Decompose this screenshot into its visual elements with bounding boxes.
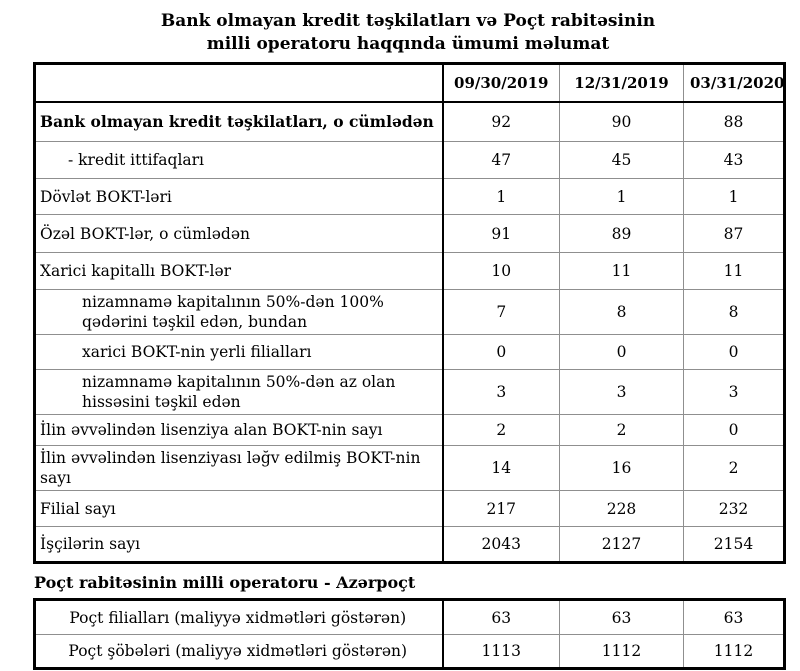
row-label: - kredit ittifaqları xyxy=(35,142,443,179)
bokt-statistics-table xyxy=(33,62,786,564)
row-value: 3 xyxy=(560,370,684,415)
row-label: İlin əvvəlindən lisenziyası ləğv edilmiş BOKT-nin sayı xyxy=(35,446,443,491)
row-value: 10 xyxy=(443,253,560,290)
row-value: 11 xyxy=(684,253,785,290)
row-value: 88 xyxy=(684,102,785,142)
title-line-1: Bank olmayan kredit təşkilatları və Poçt rabitəsinin xyxy=(160,11,656,31)
row-value: 3 xyxy=(684,370,785,415)
row-value: 1 xyxy=(684,179,785,215)
header-date-col-2: 12/31/2019 xyxy=(560,64,684,102)
table-row xyxy=(35,415,785,446)
row-value: 87 xyxy=(684,215,785,253)
row-value: 92 xyxy=(443,102,560,142)
row-value: 45 xyxy=(560,142,684,179)
row-value: 11 xyxy=(560,253,684,290)
row-value: 7 xyxy=(443,290,560,335)
table-row xyxy=(35,370,785,415)
table-row xyxy=(35,335,785,370)
row-label: Poçt filialları (maliyyə xidmətləri göstərən) xyxy=(35,600,443,635)
row-value: 91 xyxy=(443,215,560,253)
table-row xyxy=(35,635,785,669)
page-title xyxy=(33,10,783,56)
row-label: nizamnamə kapitalının 50%-dən az olan hissəsini təşkil edən xyxy=(35,370,443,415)
table-header-row xyxy=(35,64,785,102)
row-value: 0 xyxy=(560,335,684,370)
row-value: 63 xyxy=(443,600,560,635)
table-row xyxy=(35,102,785,142)
title-line-2: milli operatoru haqqında ümumi məlumat xyxy=(206,34,610,54)
row-value: 43 xyxy=(684,142,785,179)
table-row xyxy=(35,600,785,635)
row-value: 0 xyxy=(684,335,785,370)
row-value: 89 xyxy=(560,215,684,253)
azerpoct-section-heading: Poçt rabitəsinin milli operatoru - Azərpoçt xyxy=(34,573,416,592)
row-value: 2043 xyxy=(443,527,560,563)
table-row xyxy=(35,446,785,491)
row-value: 217 xyxy=(443,491,560,527)
row-value: 0 xyxy=(684,415,785,446)
row-label: Poçt şöbələri (maliyyə xidmətləri göstərən) xyxy=(35,635,443,669)
row-label: xarici BOKT-nin yerli filialları xyxy=(35,335,443,370)
row-value: 2 xyxy=(560,415,684,446)
row-value: 2154 xyxy=(684,527,785,563)
row-value: 1 xyxy=(560,179,684,215)
table-row xyxy=(35,179,785,215)
row-value: 3 xyxy=(443,370,560,415)
row-value: 14 xyxy=(443,446,560,491)
row-value: 63 xyxy=(684,600,785,635)
row-label: Dövlət BOKT-ləri xyxy=(35,179,443,215)
row-value: 2 xyxy=(443,415,560,446)
row-value: 0 xyxy=(443,335,560,370)
row-label: Filial sayı xyxy=(35,491,443,527)
row-value: 232 xyxy=(684,491,785,527)
table-row xyxy=(35,253,785,290)
header-date-col-1: 09/30/2019 xyxy=(443,64,560,102)
row-label: İlin əvvəlindən lisenziya alan BOKT-nin sayı xyxy=(35,415,443,446)
row-value: 1 xyxy=(443,179,560,215)
table-row xyxy=(35,142,785,179)
table-row xyxy=(35,491,785,527)
row-value: 63 xyxy=(560,600,684,635)
header-empty-cell xyxy=(35,64,443,102)
row-label: İşçilərin sayı xyxy=(35,527,443,563)
table-row xyxy=(35,290,785,335)
row-value: 2 xyxy=(684,446,785,491)
header-date-col-3: 03/31/2020 xyxy=(684,64,785,102)
row-value: 8 xyxy=(560,290,684,335)
row-value: 2127 xyxy=(560,527,684,563)
row-label: nizamnamə kapitalının 50%-dən 100% qədərini təşkil edən, bundan xyxy=(35,290,443,335)
table-row xyxy=(35,215,785,253)
row-value: 1112 xyxy=(560,635,684,669)
row-value: 16 xyxy=(560,446,684,491)
row-label: Özəl BOKT-lər, o cümlədən xyxy=(35,215,443,253)
row-value: 228 xyxy=(560,491,684,527)
table-row xyxy=(35,527,785,563)
row-value: 47 xyxy=(443,142,560,179)
row-value: 8 xyxy=(684,290,785,335)
row-value: 90 xyxy=(560,102,684,142)
azerpoct-table xyxy=(33,598,786,670)
row-label: Xarici kapitallı BOKT-lər xyxy=(35,253,443,290)
row-value: 1112 xyxy=(684,635,785,669)
row-value: 1113 xyxy=(443,635,560,669)
row-label: Bank olmayan kredit təşkilatları, o cümlədən xyxy=(35,102,443,142)
